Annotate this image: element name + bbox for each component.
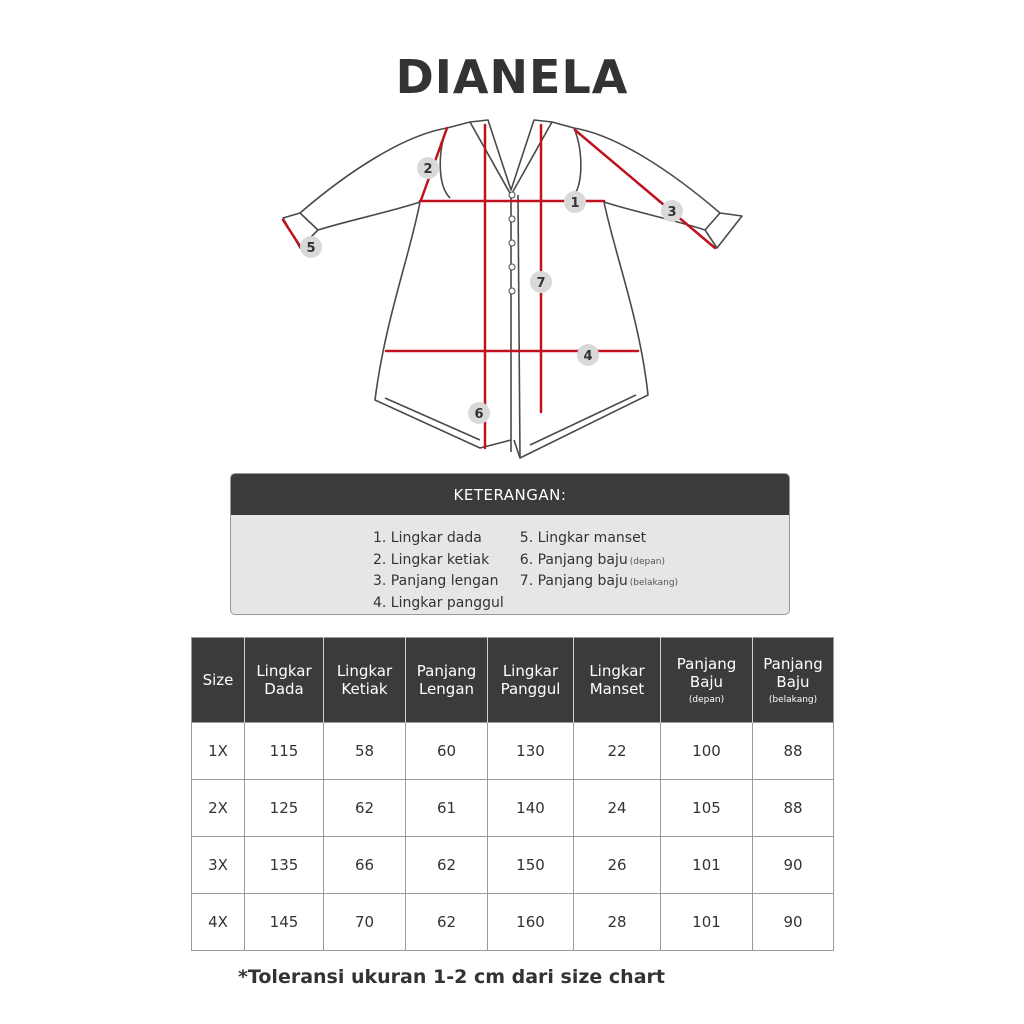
marker-7 bbox=[530, 271, 552, 293]
table-row bbox=[192, 837, 834, 894]
header-panjang-baju-belakang: Panjang Baju (belakang) bbox=[753, 638, 834, 723]
table-cell: 2X bbox=[192, 780, 245, 837]
legend-column-left bbox=[373, 528, 504, 614]
table-cell: 90 bbox=[753, 837, 834, 894]
marker-5 bbox=[300, 236, 322, 258]
table-cell: 101 bbox=[661, 837, 753, 894]
table-cell: 1X bbox=[192, 723, 245, 780]
svg-text:2: 2 bbox=[423, 162, 433, 177]
table-cell: 101 bbox=[661, 894, 753, 951]
table-cell: 28 bbox=[574, 894, 661, 951]
table-cell: 22 bbox=[574, 723, 661, 780]
table-cell: 60 bbox=[406, 723, 488, 780]
table-cell: 61 bbox=[406, 780, 488, 837]
header-lingkar-panggul: Lingkar Panggul bbox=[488, 638, 574, 723]
marker-1 bbox=[564, 191, 586, 213]
marker-3 bbox=[661, 200, 683, 222]
table-cell: 70 bbox=[324, 894, 406, 951]
table-cell: 66 bbox=[324, 837, 406, 894]
header-size: Size bbox=[192, 638, 245, 723]
legend-item: 7. Panjang baju (belakang) bbox=[519, 573, 679, 589]
table-header-row bbox=[192, 638, 834, 723]
table-cell: 26 bbox=[574, 837, 661, 894]
table-row bbox=[192, 780, 834, 837]
table-cell: 125 bbox=[245, 780, 324, 837]
table-cell: 135 bbox=[245, 837, 324, 894]
legend-item: 1. Lingkar dada bbox=[373, 530, 482, 546]
svg-text:4: 4 bbox=[583, 349, 593, 364]
marker-6 bbox=[468, 402, 490, 424]
header-lingkar-dada: Lingkar Dada bbox=[245, 638, 324, 723]
garment-diagram bbox=[270, 115, 754, 465]
legend-column-right bbox=[520, 528, 678, 614]
table-row bbox=[192, 894, 834, 951]
table-cell: 62 bbox=[324, 780, 406, 837]
table-cell: 58 bbox=[324, 723, 406, 780]
marker-2 bbox=[417, 157, 439, 179]
buttons bbox=[509, 192, 515, 294]
svg-text:1: 1 bbox=[570, 196, 580, 211]
table-cell: 62 bbox=[406, 837, 488, 894]
table-cell: 24 bbox=[574, 780, 661, 837]
legend-heading: KETERANGAN: bbox=[231, 474, 789, 515]
table-cell: 145 bbox=[245, 894, 324, 951]
table-cell: 90 bbox=[753, 894, 834, 951]
table-cell: 115 bbox=[245, 723, 324, 780]
svg-text:7: 7 bbox=[536, 276, 546, 291]
table-row bbox=[192, 723, 834, 780]
svg-text:3: 3 bbox=[667, 205, 677, 220]
table-cell: 3X bbox=[192, 837, 245, 894]
table-cell: 130 bbox=[488, 723, 574, 780]
legend-item: 2. Lingkar ketiak bbox=[373, 551, 490, 568]
legend-item: 4. Lingkar panggul bbox=[373, 594, 504, 611]
page-title: DIANELA bbox=[395, 50, 629, 104]
table-cell: 88 bbox=[753, 780, 834, 837]
cuff-line bbox=[283, 220, 300, 246]
svg-text:6: 6 bbox=[474, 407, 484, 422]
table-cell: 105 bbox=[661, 780, 753, 837]
marker-4 bbox=[577, 344, 599, 366]
legend-box bbox=[230, 473, 790, 615]
legend-item: 5. Lingkar manset bbox=[519, 530, 647, 546]
table-cell: 100 bbox=[661, 723, 753, 780]
table-cell: 88 bbox=[753, 723, 834, 780]
table-cell: 150 bbox=[488, 837, 574, 894]
table-cell: 140 bbox=[488, 780, 574, 837]
header-panjang-baju-depan: Panjang Baju (depan) bbox=[661, 638, 753, 723]
header-lingkar-ketiak: Lingkar Ketiak bbox=[324, 638, 406, 723]
size-chart-table bbox=[191, 637, 834, 951]
table-cell: 62 bbox=[406, 894, 488, 951]
svg-text:5: 5 bbox=[306, 241, 316, 256]
tolerance-footnote: *Toleransi ukuran 1-2 cm dari size chart bbox=[238, 966, 665, 988]
table-cell: 4X bbox=[192, 894, 245, 951]
header-panjang-lengan: Panjang Lengan bbox=[406, 638, 488, 723]
legend-item: 3. Panjang lengan bbox=[373, 573, 499, 589]
sleeve-length-line bbox=[575, 130, 715, 248]
legend-item: 6. Panjang baju (depan) bbox=[519, 551, 665, 568]
header-lingkar-manset: Lingkar Manset bbox=[574, 638, 661, 723]
table-cell: 160 bbox=[488, 894, 574, 951]
